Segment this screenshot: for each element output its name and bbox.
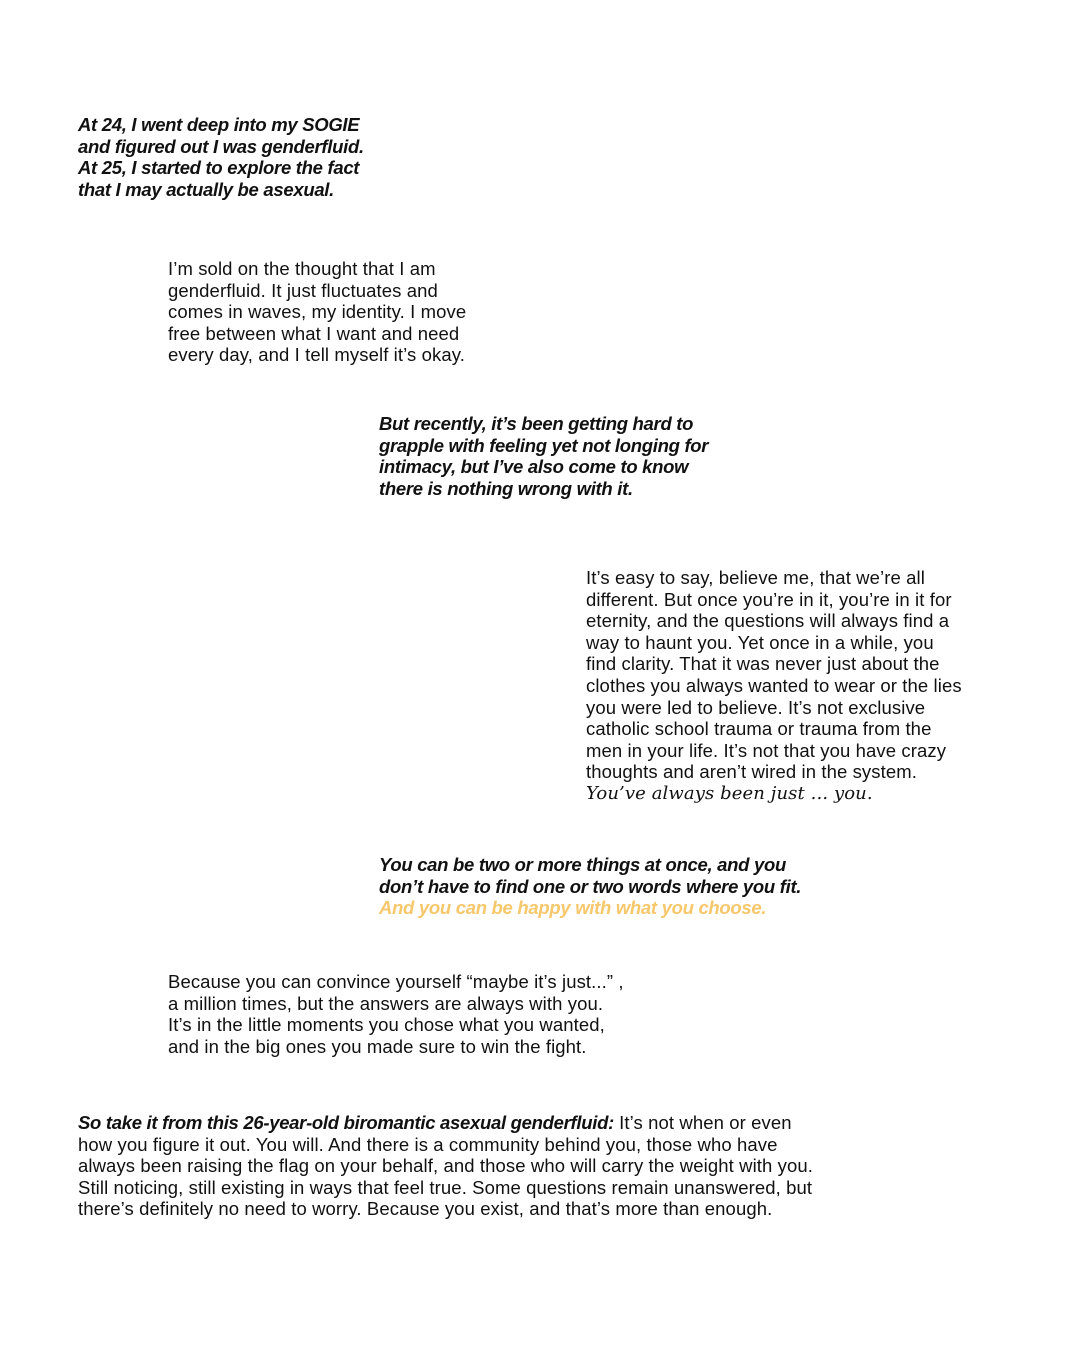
text-line: At 24, I went deep into my SOGIE — [78, 114, 360, 135]
text-line: But recently, it’s been getting hard to — [379, 413, 694, 434]
text-line: a million times, but the answers are always with you. — [168, 992, 604, 1014]
text-line: that I may actually be asexual. — [78, 178, 334, 200]
text-line: way to haunt you. Yet once in a while, you — [586, 631, 934, 653]
text-line: Still noticing, still existing in ways that feel true. Some questions remain unanswered, but — [78, 1176, 813, 1198]
text-line: every day, and I tell myself it’s okay. — [168, 344, 465, 366]
text-line: eternity, and the questions will always find a — [586, 610, 950, 632]
easy-to-say-paragraph — [586, 567, 962, 805]
text-line: At 25, I started to explore the fact — [78, 157, 360, 179]
text-line: intimacy, but I’ve also come to know — [379, 456, 689, 478]
text-line: different. But once you’re in it, you’re in it for — [586, 588, 952, 610]
closing-first-line — [78, 1112, 813, 1134]
closing-lead-text: So take it from this 26-year-old biromantic asexual genderfluid: — [78, 1112, 614, 1133]
intro-paragraph — [78, 114, 364, 200]
closing-first-text: It’s not when or even — [613, 1112, 792, 1133]
text-line: don’t have to find one or two words where you fit. — [379, 875, 802, 897]
text-line: catholic school trauma or trauma from the — [586, 718, 932, 740]
closing-paragraph — [78, 1112, 813, 1220]
intimacy-paragraph — [379, 413, 708, 499]
text-line: genderfluid. It just fluctuates and — [168, 279, 438, 301]
text-line: there is nothing wrong with it. — [379, 477, 633, 499]
text-line: grapple with feeling yet not longing for — [379, 434, 709, 456]
highlight-line: And you can be happy with what you choose. — [379, 897, 767, 919]
closing-italic-line: You’ve always been just ... you. — [586, 782, 873, 804]
two-things-paragraph — [379, 854, 801, 919]
text-line: find clarity. That it was never just about the — [586, 653, 940, 675]
text-line: You can be two or more things at once, and you — [379, 854, 786, 875]
genderfluid-paragraph — [168, 258, 466, 366]
text-line: you were led to believe. It’s not exclusive — [586, 696, 926, 718]
text-line: I’m sold on the thought that I am — [168, 258, 436, 279]
text-line: free between what I want and need — [168, 322, 460, 344]
text-line: and in the big ones you made sure to win the fight. — [168, 1035, 587, 1057]
text-line: comes in waves, my identity. I move — [168, 301, 467, 323]
text-line: It’s easy to say, believe me, that we’re all — [586, 567, 925, 588]
convince-paragraph — [168, 971, 624, 1057]
text-line: It’s in the little moments you chose what you wanted, — [168, 1014, 605, 1036]
text-line: there’s definitely no need to worry. Because you exist, and that’s more than enough. — [78, 1198, 773, 1220]
text-line: Because you can convince yourself “maybe it’s just...” , — [168, 971, 624, 992]
text-line: always been raising the flag on your behalf, and those who will carry the weight with you. — [78, 1155, 814, 1177]
text-line: and figured out I was genderfluid. — [78, 135, 364, 157]
text-line: clothes you always wanted to wear or the lies — [586, 674, 962, 696]
text-line: how you figure it out. You will. And there is a community behind you, those who have — [78, 1133, 778, 1155]
text-line: men in your life. It’s not that you have crazy — [586, 739, 947, 761]
text-line: thoughts and aren’t wired in the system. — [586, 761, 918, 783]
